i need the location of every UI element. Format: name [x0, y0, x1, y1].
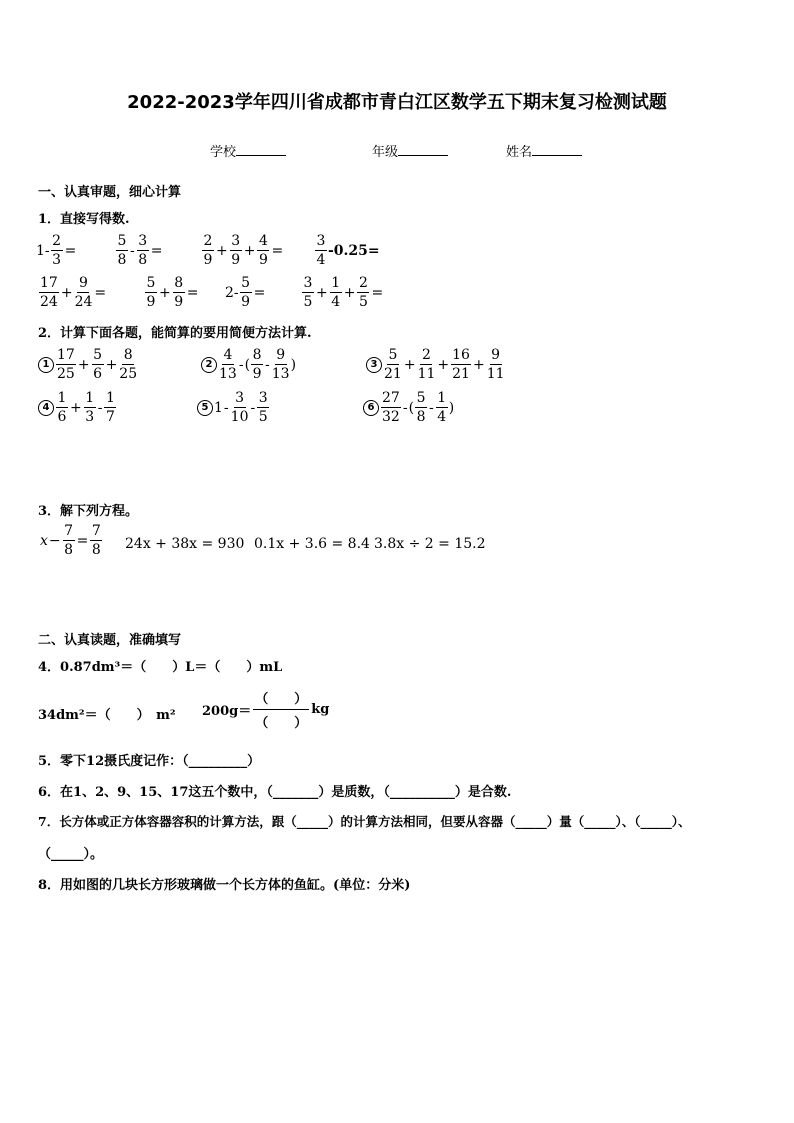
name-label: 姓名	[506, 145, 533, 160]
name-blank[interactable]	[532, 143, 582, 156]
circled-number: 3	[366, 357, 382, 373]
q1-expr-1: 1- $\frac{2}{3}$ =	[36, 233, 77, 268]
circled-number: 6	[363, 400, 379, 416]
section1-heading: 一、认真审题，细心计算	[38, 185, 182, 200]
q1-label: 1．直接写得数.	[38, 212, 130, 227]
fraction	[253, 688, 309, 731]
q1-expr-8: $\frac{3}{5}$ + $\frac{1}{4}$ + $\frac{2}{5}$ =	[303, 275, 384, 310]
circled-number: 4	[38, 400, 54, 416]
q3-equation-1: x − $\frac{7}{8}$ = $\frac{7}{8}$	[40, 523, 101, 558]
q7-line-1: 7．长方体或正方体容器容积的计算方法，跟（_____）的计算方法相同，但要从容器（_____）量（_____）、（_____）、	[38, 814, 691, 829]
q7-line-2: （_____）。	[38, 847, 104, 862]
q3-equation-3: 0.1x + 3.6 = 8.4	[254, 536, 370, 552]
grade-field[interactable]	[372, 141, 448, 160]
q1-expr-6: $\frac{5}{9}$ + $\frac{8}{9}$ =	[146, 275, 199, 310]
numerator-blank[interactable]: （ ）	[253, 688, 309, 710]
section2-heading: 二、认真读题，准确填写	[38, 633, 182, 648]
q1-expr-5: $\frac{17}{24}$ + $\frac{9}{24}$ =	[40, 275, 107, 310]
circled-number: 5	[197, 400, 213, 416]
q4-part-a: 34dm²＝（ ） m²	[38, 708, 176, 723]
q2-problem-2: 2 $\frac{4}{13}$ - ( $\frac{8}{9}$ - $\frac{9}{13}$ )	[201, 348, 296, 381]
q2-problem-5: 5 1 - $\frac{3}{10}$ - $\frac{3}{5}$	[197, 391, 270, 424]
q2-problem-3: 3 $\frac{5}{21}$ + $\frac{2}{11}$ + $\frac{16}{21}$ + $\frac{9}{11}$	[366, 348, 506, 381]
q1-expr-2: $\frac{5}{8}$ - $\frac{3}{8}$ =	[117, 233, 163, 268]
q1-expr-3: $\frac{2}{9}$ + $\frac{3}{9}$ + $\frac{4}{9}$ =	[203, 233, 284, 268]
circled-number: 1	[38, 357, 54, 373]
q4-part-b-prefix: 200g＝	[202, 704, 252, 719]
q6: 6．在1、2、9、15、17这五个数中，（_______）是质数，（__________）是合数.	[38, 785, 512, 800]
q1-expr-4: $\frac{3}{4}$ -0.25=	[316, 233, 380, 268]
q3-equation-2: 24x + 38x = 930	[125, 536, 245, 552]
circled-number: 2	[201, 357, 217, 373]
q2-label: 2．计算下面各题，能简算的要用简便方法计算.	[38, 326, 312, 341]
school-blank[interactable]	[236, 143, 286, 156]
q2-problem-4: 4 $\frac{1}{6}$ + $\frac{1}{3}$ - $\frac{1}{7}$	[38, 391, 117, 424]
q3-equation-4: 3.8x ÷ 2 = 15.2	[374, 536, 486, 552]
q1-expr-7: 2- $\frac{5}{9}$ =	[225, 275, 266, 310]
q2-problem-1: 1 $\frac{17}{25}$ + $\frac{5}{6}$ + $\frac{8}{25}$	[38, 348, 138, 381]
q5: 5．零下12摄氏度记作：（_________）	[38, 754, 261, 769]
q8: 8．用如图的几块长方形玻璃做一个长方体的鱼缸。(单位：分米)	[38, 878, 411, 893]
grade-blank[interactable]	[398, 143, 448, 156]
page-title: 2022-2023学年四川省成都市青白江区数学五下期末复习检测试题	[127, 92, 667, 113]
q4-part-b	[202, 688, 329, 731]
grade-label: 年级	[372, 145, 399, 160]
fraction: $\frac{2}{3}$	[52, 233, 62, 268]
denominator-blank[interactable]: （ ）	[255, 716, 308, 731]
q3-label: 3．解下列方程。	[38, 504, 139, 519]
q4-line-1: 4．0.87dm³＝（ ）L＝（ ）mL	[38, 660, 283, 675]
school-field[interactable]	[210, 141, 286, 160]
school-label: 学校	[210, 145, 237, 160]
name-field[interactable]	[506, 141, 582, 160]
q2-problem-6: 6 $\frac{27}{32}$ - ( $\frac{5}{8}$ - $\frac{1}{4}$ )	[363, 391, 454, 424]
q4-part-b-unit: kg	[311, 702, 330, 717]
text: 1-	[36, 242, 50, 259]
